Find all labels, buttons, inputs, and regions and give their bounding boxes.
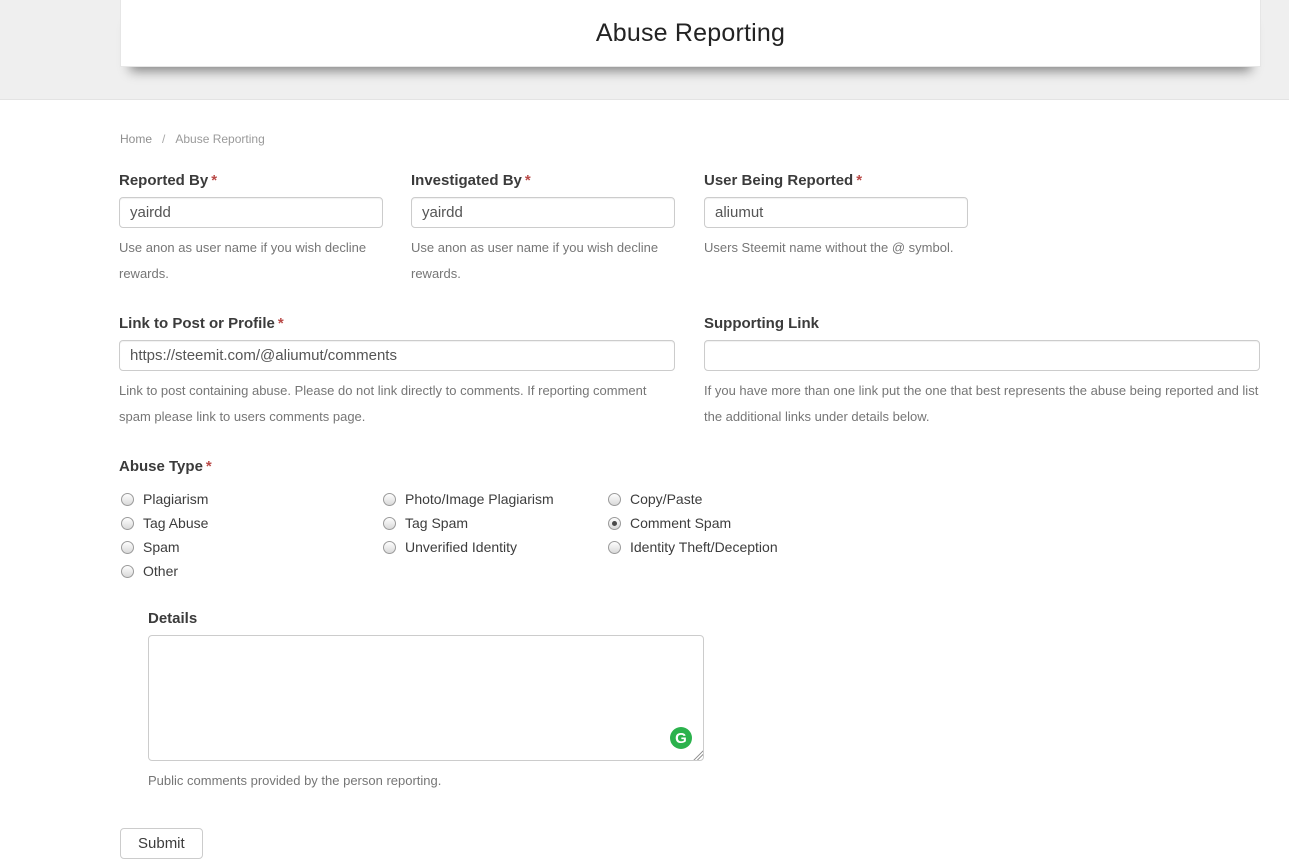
radio-option-copy-paste[interactable]: Copy/Paste [606, 487, 778, 511]
radio-option-spam[interactable]: Spam [119, 535, 381, 559]
supporting-link-help: If you have more than one link put the one that best represents the abuse being reported and list the additional links under details below. [704, 383, 1259, 424]
reported-by-field [119, 172, 383, 287]
required-asterisk: * [856, 172, 863, 189]
supporting-link-field [704, 315, 1260, 430]
abuse-type-section [119, 458, 1260, 583]
radio-option-tag-spam[interactable]: Tag Spam [381, 511, 606, 535]
link-to-post-field [119, 315, 675, 430]
other-radio[interactable] [121, 565, 134, 578]
details-label: Details [148, 610, 198, 627]
required-asterisk: * [205, 458, 212, 475]
user-being-reported-field [704, 172, 1260, 287]
radio-option-identity-theft-deception[interactable]: Identity Theft/Deception [606, 535, 778, 559]
details-section [148, 610, 1260, 794]
abuse-type-label: Abuse Type * [119, 458, 212, 475]
breadcrumb [120, 132, 1289, 146]
supporting-link-label: Supporting Link [704, 315, 819, 332]
investigated-by-label: Investigated By * [411, 172, 531, 189]
submit-button[interactable]: Submit [120, 828, 203, 859]
plagiarism-radio[interactable] [121, 493, 134, 506]
user-being-reported-label: User Being Reported * [704, 172, 863, 189]
link-to-post-help: Link to post containing abuse. Please do not link directly to comments. If reporting comment spam please link to users comments page. [119, 383, 647, 424]
comment-spam-radio[interactable] [608, 517, 621, 530]
link-to-post-input[interactable] [119, 340, 675, 371]
breadcrumb-current: Abuse Reporting [175, 132, 265, 146]
photo-image-plagiarism-radio[interactable] [383, 493, 396, 506]
radio-option-plagiarism[interactable]: Plagiarism [119, 487, 381, 511]
details-textarea[interactable] [148, 635, 704, 761]
tag-abuse-radio[interactable] [121, 517, 134, 530]
investigated-by-field [411, 172, 675, 287]
link-to-post-label: Link to Post or Profile * [119, 315, 284, 332]
top-band [0, 0, 1289, 100]
reported-by-label: Reported By * [119, 172, 218, 189]
grammarly-icon[interactable]: G [670, 727, 692, 749]
radio-option-other[interactable]: Other [119, 559, 381, 583]
user-being-reported-help: Users Steemit name without the @ symbol. [704, 240, 954, 255]
investigated-by-help: Use anon as user name if you wish decline rewards. [411, 240, 659, 281]
radio-option-tag-abuse[interactable]: Tag Abuse [119, 511, 381, 535]
header-card [120, 0, 1261, 67]
required-asterisk: * [277, 315, 284, 332]
radio-option-unverified-identity[interactable]: Unverified Identity [381, 535, 606, 559]
radio-option-photo-image-plagiarism[interactable]: Photo/Image Plagiarism [381, 487, 606, 511]
reported-by-input[interactable] [119, 197, 383, 228]
required-asterisk: * [524, 172, 531, 189]
breadcrumb-separator: / [162, 132, 166, 146]
investigated-by-input[interactable] [411, 197, 675, 228]
required-asterisk: * [211, 172, 218, 189]
spam-radio[interactable] [121, 541, 134, 554]
abuse-type-options [119, 487, 1260, 583]
unverified-identity-radio[interactable] [383, 541, 396, 554]
reported-by-help: Use anon as user name if you wish decline rewards. [119, 240, 367, 281]
details-help: Public comments provided by the person reporting. [148, 773, 442, 788]
tag-spam-radio[interactable] [383, 517, 396, 530]
user-being-reported-input[interactable] [704, 197, 968, 228]
breadcrumb-home-link[interactable]: Home [120, 132, 153, 146]
copy-paste-radio[interactable] [608, 493, 621, 506]
page-title: Abuse Reporting [595, 18, 786, 47]
identity-theft-deception-radio[interactable] [608, 541, 621, 554]
supporting-link-input[interactable] [704, 340, 1260, 371]
abuse-report-form [119, 172, 1260, 859]
radio-option-comment-spam[interactable]: Comment Spam [606, 511, 778, 535]
textarea-resize-handle[interactable] [692, 749, 703, 760]
